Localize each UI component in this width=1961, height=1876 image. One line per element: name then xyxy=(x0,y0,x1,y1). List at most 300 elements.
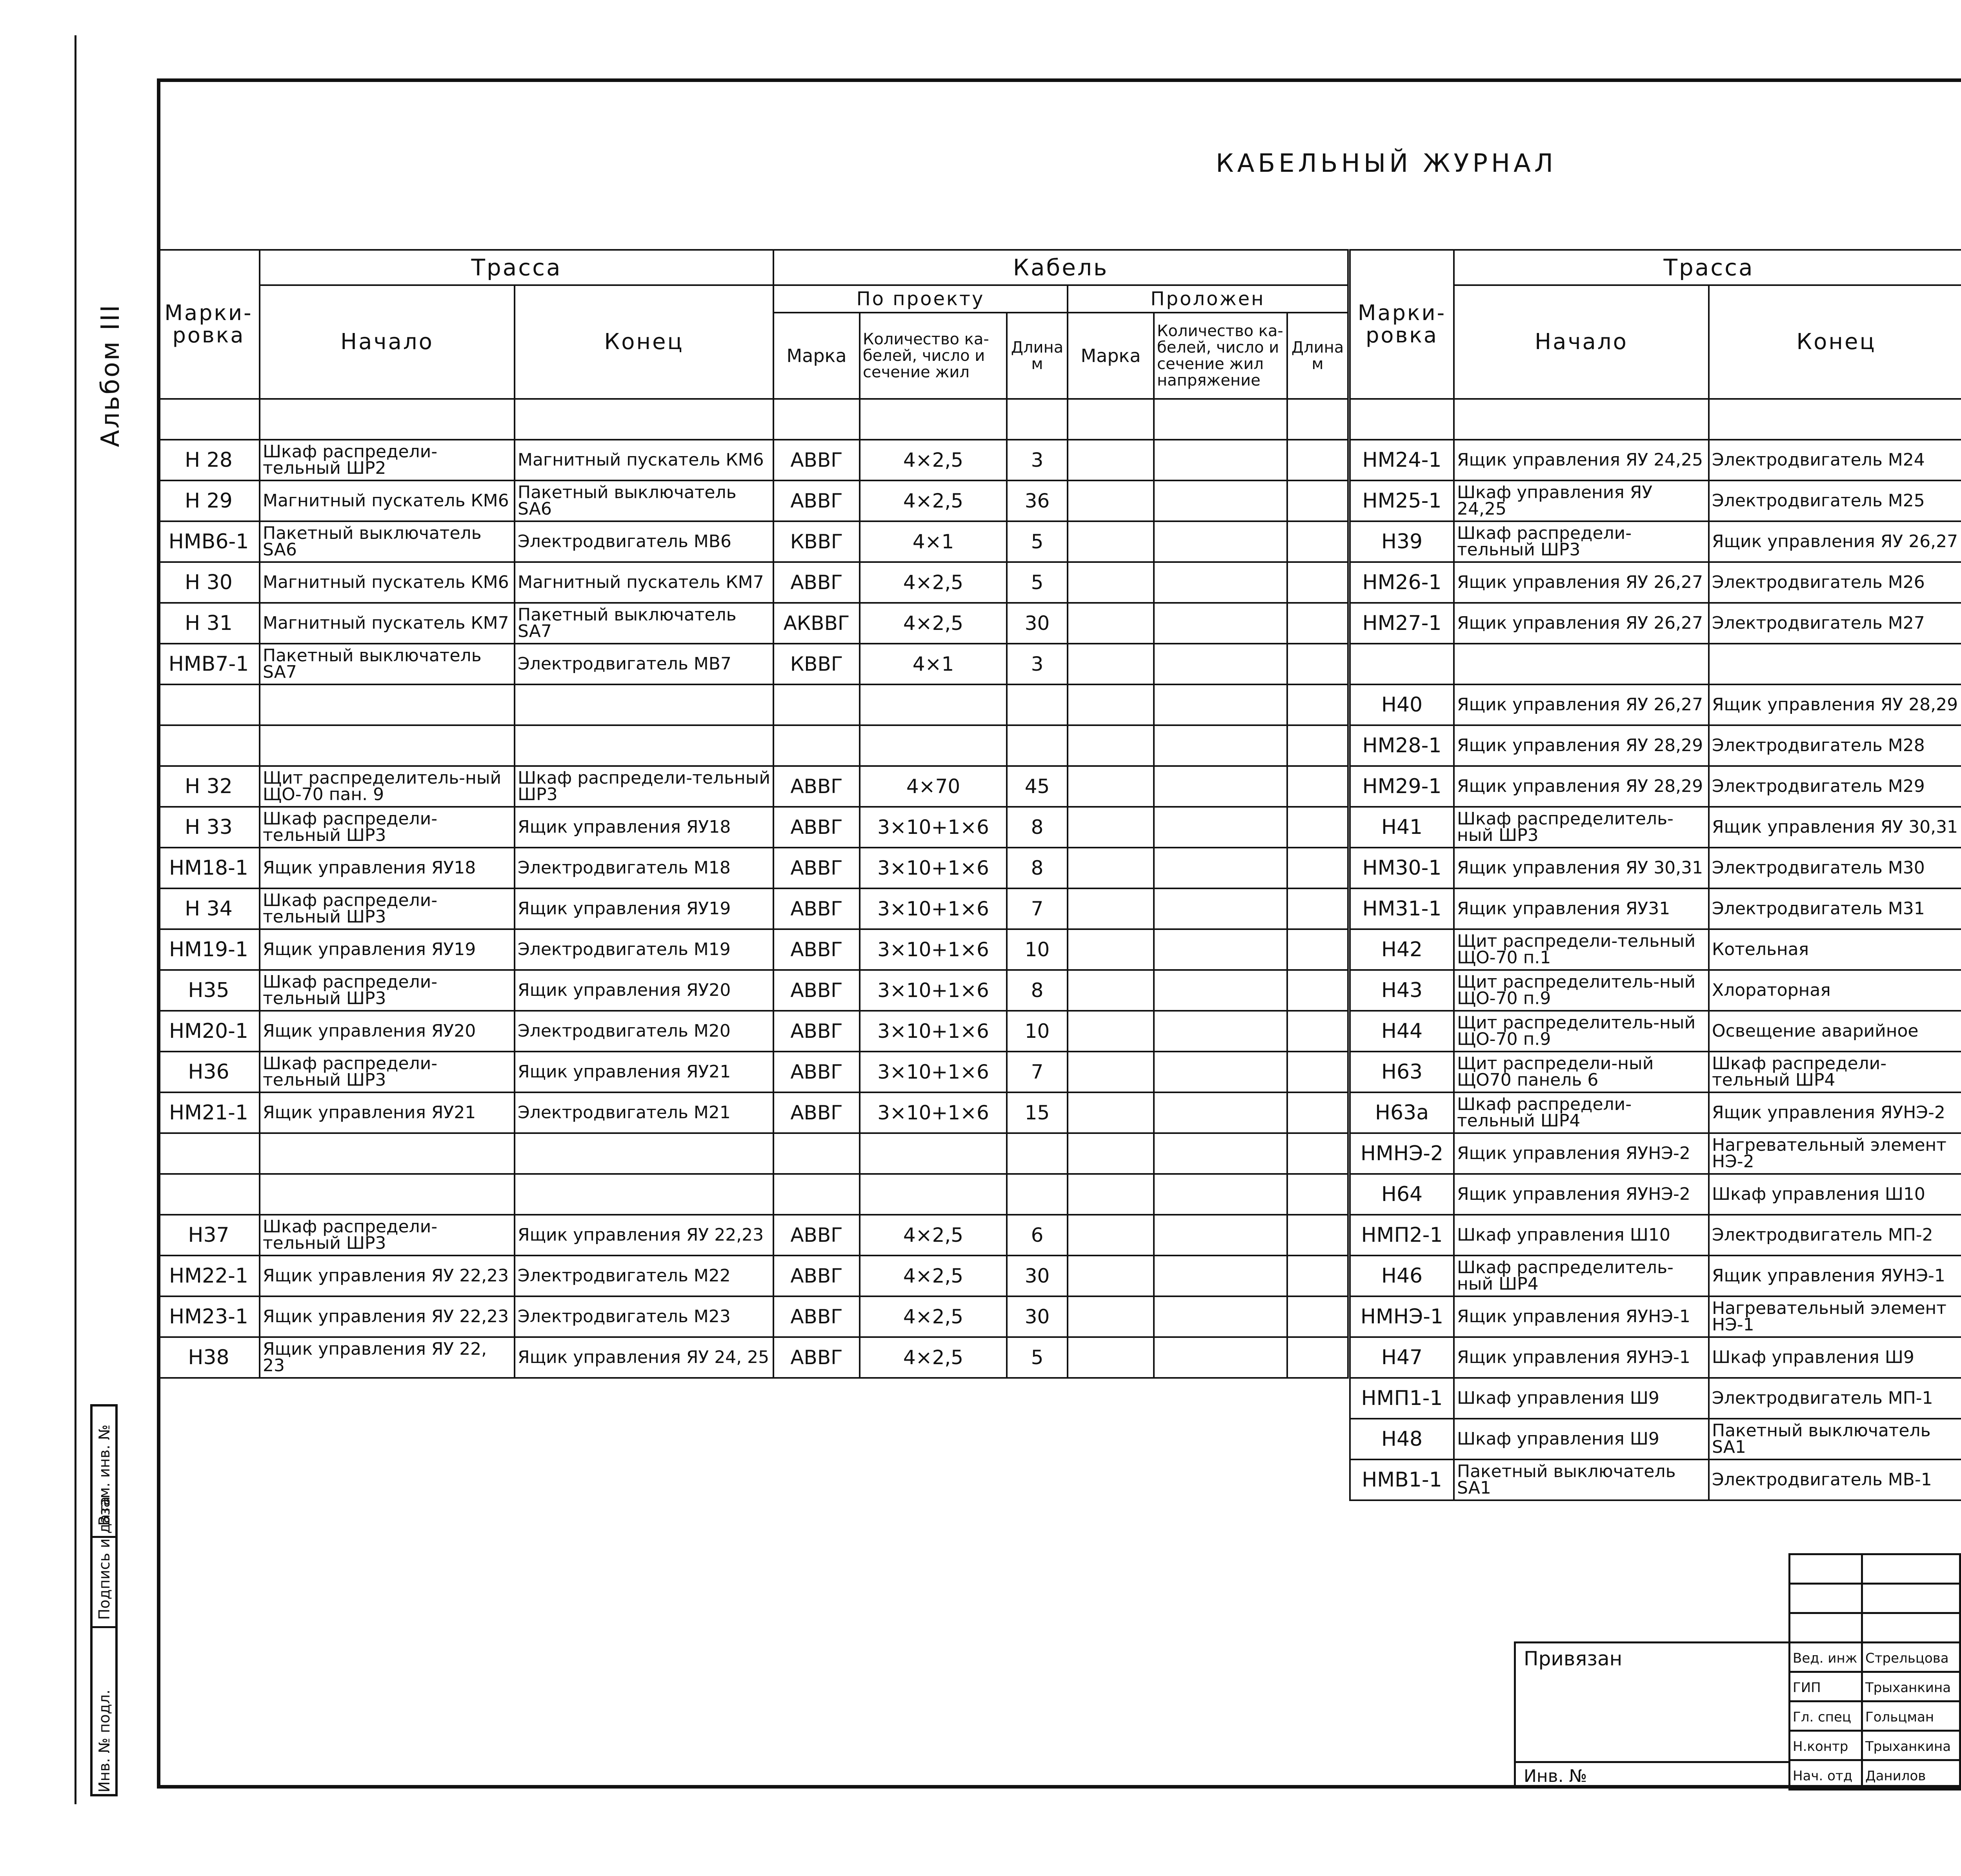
row-marking: Н46 xyxy=(1350,1256,1454,1296)
row-start: Ящик управления ЯУНЭ-1 xyxy=(1454,1337,1709,1378)
cable-journal-right xyxy=(1349,249,1961,1501)
row-quantity: 3×10+1×6 xyxy=(860,848,1007,888)
row-laid-length xyxy=(1287,970,1348,1011)
tb-grid xyxy=(1861,1553,1961,1585)
row-marking: НМ20-1 xyxy=(158,1011,260,1052)
row-quantity: 3×10+1×6 xyxy=(860,1092,1007,1133)
row-marking: Н36 xyxy=(158,1052,260,1092)
row-laid-brand xyxy=(1068,848,1154,888)
row-length xyxy=(1007,725,1068,766)
table-row xyxy=(1350,480,1961,521)
row-brand xyxy=(773,684,860,725)
row-brand: АВВГ xyxy=(773,1215,860,1256)
row-end xyxy=(515,1133,773,1174)
row-laid-quantity xyxy=(1154,1337,1287,1378)
row-laid-brand xyxy=(1068,1296,1154,1337)
tb-grid xyxy=(1959,1583,1961,1614)
row-length xyxy=(1007,1133,1068,1174)
row-laid-brand xyxy=(1068,1215,1154,1256)
row-laid-length xyxy=(1287,440,1348,480)
row-end: Освещение аварийное xyxy=(1709,1011,1961,1052)
row-end: Электродвигатель М22 xyxy=(515,1256,773,1296)
row-start xyxy=(260,684,515,725)
row-laid-brand xyxy=(1068,521,1154,562)
row-laid-brand xyxy=(1068,603,1154,644)
row-marking: НМ29-1 xyxy=(1350,766,1454,807)
tb-grid xyxy=(1788,1583,1863,1614)
row-laid-quantity xyxy=(1154,848,1287,888)
row-quantity xyxy=(860,684,1007,725)
row-start: Ящик управления ЯУНЭ-2 xyxy=(1454,1133,1709,1174)
row-length: 30 xyxy=(1007,603,1068,644)
row-quantity: 3×10+1×6 xyxy=(860,1011,1007,1052)
header-markirovka: Марки-ровка xyxy=(158,250,260,399)
row-marking xyxy=(158,399,260,440)
row-length: 5 xyxy=(1007,1337,1068,1378)
table-row xyxy=(158,1052,1348,1092)
row-laid-quantity xyxy=(1154,766,1287,807)
row-end: Ящик управления ЯУ 22,23 xyxy=(515,1215,773,1256)
row-start: Шкаф управления Ш9 xyxy=(1454,1378,1709,1419)
row-brand: АВВГ xyxy=(773,1296,860,1337)
row-brand: АВВГ xyxy=(773,888,860,929)
header-markirovka: Марки-ровка xyxy=(1350,250,1454,399)
row-laid-brand xyxy=(1068,929,1154,970)
row-start: Ящик управления ЯУ21 xyxy=(260,1092,515,1133)
row-laid-brand xyxy=(1068,644,1154,684)
row-start: Шкаф распределитель-ный ШР4 xyxy=(1454,1256,1709,1296)
row-quantity: 3×10+1×6 xyxy=(860,929,1007,970)
row-start: Шкаф управления Ш9 xyxy=(1454,1419,1709,1459)
row-brand: АКВВГ xyxy=(773,603,860,644)
row-laid-brand xyxy=(1068,1092,1154,1133)
row-marking: Н 31 xyxy=(158,603,260,644)
row-end: Магнитный пускатель КМ7 xyxy=(515,562,773,603)
row-laid-quantity xyxy=(1154,480,1287,521)
row-laid-length xyxy=(1287,888,1348,929)
row-length: 5 xyxy=(1007,521,1068,562)
table-row xyxy=(1350,766,1961,807)
row-marking: НМ19-1 xyxy=(158,929,260,970)
row-end: Ящик управления ЯУ 24, 25 xyxy=(515,1337,773,1378)
row-end: Ящик управления ЯУ21 xyxy=(515,1052,773,1092)
row-start: Ящик управления ЯУ 22,23 xyxy=(260,1256,515,1296)
tb-role: ГИП xyxy=(1788,1671,1863,1702)
row-marking: Н37 xyxy=(158,1215,260,1256)
row-end xyxy=(1709,399,1961,440)
row-end xyxy=(515,684,773,725)
header-nachalo: Начало xyxy=(1454,285,1709,399)
row-marking: Н48 xyxy=(1350,1419,1454,1459)
row-laid-length xyxy=(1287,562,1348,603)
row-laid-quantity xyxy=(1154,440,1287,480)
table-row xyxy=(1350,399,1961,440)
row-start: Пакетный выключатель SA7 xyxy=(260,644,515,684)
table-row xyxy=(1350,684,1961,725)
title-block xyxy=(1514,1553,1961,1789)
row-start: Ящик управления ЯУ 28,29 xyxy=(1454,725,1709,766)
page-title: КАБЕЛЬНЫЙ ЖУРНАЛ xyxy=(1216,149,1557,178)
row-laid-quantity xyxy=(1154,725,1287,766)
row-start: Ящик управления ЯУ 22,23 xyxy=(260,1296,515,1337)
row-brand: КВВГ xyxy=(773,644,860,684)
row-quantity: 3×10+1×6 xyxy=(860,970,1007,1011)
row-brand: АВВГ xyxy=(773,562,860,603)
table-row xyxy=(1350,848,1961,888)
row-marking: Н 32 xyxy=(158,766,260,807)
table-row xyxy=(158,562,1348,603)
header-prolozhen: Проложен xyxy=(1068,285,1348,313)
row-start xyxy=(1454,644,1709,684)
table-row xyxy=(1350,562,1961,603)
row-start: Ящик управления ЯУ31 xyxy=(1454,888,1709,929)
row-laid-length xyxy=(1287,1296,1348,1337)
row-laid-quantity xyxy=(1154,1011,1287,1052)
row-marking: Н 30 xyxy=(158,562,260,603)
row-laid-length xyxy=(1287,521,1348,562)
row-marking: НМНЭ-2 xyxy=(1350,1133,1454,1174)
row-brand: АВВГ xyxy=(773,848,860,888)
cable-journal-left xyxy=(157,249,1349,1379)
row-start: Шкаф распредели-тельный ШР3 xyxy=(260,1215,515,1256)
row-length: 15 xyxy=(1007,1092,1068,1133)
row-laid-length xyxy=(1287,1215,1348,1256)
tb-grid xyxy=(1788,1612,1863,1643)
row-marking: НМВ6-1 xyxy=(158,521,260,562)
row-marking xyxy=(1350,644,1454,684)
row-end: Шкаф распредели-тельный ШР3 xyxy=(515,766,773,807)
row-quantity xyxy=(860,1133,1007,1174)
row-end: Электродвигатель М23 xyxy=(515,1296,773,1337)
table-row xyxy=(158,521,1348,562)
row-quantity: 4×2,5 xyxy=(860,1296,1007,1337)
tb-signature xyxy=(1959,1641,1961,1673)
table-row xyxy=(1350,888,1961,929)
row-length: 36 xyxy=(1007,480,1068,521)
row-laid-brand xyxy=(1068,440,1154,480)
row-length: 3 xyxy=(1007,644,1068,684)
stamp-divider xyxy=(93,1626,115,1628)
row-laid-length xyxy=(1287,725,1348,766)
row-start: Шкаф распредели-тельный ШР4 xyxy=(1454,1092,1709,1133)
table-row xyxy=(158,480,1348,521)
row-end: Электродвигатель М26 xyxy=(1709,562,1961,603)
tb-role: Гл. спец xyxy=(1788,1700,1863,1732)
album-label: Альбом III xyxy=(96,303,125,447)
row-marking: НМП2-1 xyxy=(1350,1215,1454,1256)
row-quantity: 4×2,5 xyxy=(860,603,1007,644)
tb-signature xyxy=(1959,1671,1961,1702)
row-start: Щит распредели-ный ЩО70 панель 6 xyxy=(1454,1052,1709,1092)
row-laid-quantity xyxy=(1154,888,1287,929)
tb-grid xyxy=(1788,1553,1863,1585)
row-start: Ящик управления ЯУ 26,27 xyxy=(1454,684,1709,725)
row-end: Ящик управления ЯУНЭ-2 xyxy=(1709,1092,1961,1133)
row-end: Электродвигатель М25 xyxy=(1709,480,1961,521)
row-marking xyxy=(1350,399,1454,440)
row-start: Шкаф управления Ш10 xyxy=(1454,1215,1709,1256)
row-brand xyxy=(773,399,860,440)
row-laid-brand xyxy=(1068,399,1154,440)
row-end: Электродвигатель М20 xyxy=(515,1011,773,1052)
row-brand: АВВГ xyxy=(773,766,860,807)
row-laid-quantity xyxy=(1154,1052,1287,1092)
row-quantity: 4×70 xyxy=(860,766,1007,807)
table-row xyxy=(1350,929,1961,970)
row-length: 8 xyxy=(1007,807,1068,848)
table-row xyxy=(1350,1092,1961,1133)
row-end: Магнитный пускатель КМ6 xyxy=(515,440,773,480)
table-row xyxy=(158,848,1348,888)
row-start xyxy=(260,725,515,766)
row-length xyxy=(1007,1174,1068,1215)
row-length: 30 xyxy=(1007,1296,1068,1337)
row-marking: НМ26-1 xyxy=(1350,562,1454,603)
row-quantity: 4×2,5 xyxy=(860,1215,1007,1256)
row-brand: АВВГ xyxy=(773,480,860,521)
row-laid-brand xyxy=(1068,1256,1154,1296)
row-start: Шкаф управления ЯУ 24,25 xyxy=(1454,480,1709,521)
row-quantity: 4×2,5 xyxy=(860,1337,1007,1378)
row-brand: АВВГ xyxy=(773,1256,860,1296)
row-length: 8 xyxy=(1007,970,1068,1011)
row-quantity xyxy=(860,1174,1007,1215)
row-end: Пакетный выключатель SA7 xyxy=(515,603,773,644)
tb-signature xyxy=(1959,1759,1961,1790)
row-length: 8 xyxy=(1007,848,1068,888)
row-laid-length xyxy=(1287,644,1348,684)
row-end: Электродвигатель МВ6 xyxy=(515,521,773,562)
row-end xyxy=(1709,644,1961,684)
row-end: Нагревательный элемент НЭ-2 xyxy=(1709,1133,1961,1174)
row-marking: Н 33 xyxy=(158,807,260,848)
row-start: Ящик управления ЯУНЭ-1 xyxy=(1454,1296,1709,1337)
row-marking: НМ30-1 xyxy=(1350,848,1454,888)
row-marking: Н47 xyxy=(1350,1337,1454,1378)
row-end: Ящик управления ЯУНЭ-1 xyxy=(1709,1256,1961,1296)
row-quantity: 3×10+1×6 xyxy=(860,888,1007,929)
table-row xyxy=(158,1215,1348,1256)
row-marking: НМ27-1 xyxy=(1350,603,1454,644)
row-marking: НМ24-1 xyxy=(1350,440,1454,480)
row-brand: АВВГ xyxy=(773,1011,860,1052)
row-marking: НМП1-1 xyxy=(1350,1378,1454,1419)
table-row xyxy=(158,807,1348,848)
table-row xyxy=(1350,1011,1961,1052)
row-marking: НМ25-1 xyxy=(1350,480,1454,521)
row-marking: Н63а xyxy=(1350,1092,1454,1133)
row-end: Электродвигатель МП-2 xyxy=(1709,1215,1961,1256)
table-row xyxy=(158,399,1348,440)
table-row xyxy=(1350,440,1961,480)
row-end: Шкаф распредели-тельный ШР4 xyxy=(1709,1052,1961,1092)
row-length: 5 xyxy=(1007,562,1068,603)
inv-label: Инв. № xyxy=(1524,1766,1587,1786)
row-start: Шкаф распредели-тельный ШР3 xyxy=(1454,521,1709,562)
row-marking xyxy=(158,725,260,766)
row-laid-quantity xyxy=(1154,1133,1287,1174)
row-start: Ящик управления ЯУ 24,25 xyxy=(1454,440,1709,480)
table-row xyxy=(158,644,1348,684)
row-quantity: 4×2,5 xyxy=(860,480,1007,521)
row-start: Магнитный пускатель КМ6 xyxy=(260,562,515,603)
row-end: Электродвигатель М18 xyxy=(515,848,773,888)
row-end: Нагревательный элемент НЭ-1 xyxy=(1709,1296,1961,1337)
header-marka-laid: Марка xyxy=(1068,313,1154,399)
row-laid-quantity xyxy=(1154,562,1287,603)
row-start: Шкаф распредели-тельный ШР2 xyxy=(260,440,515,480)
row-start: Шкаф распредели-тельный ШР3 xyxy=(260,970,515,1011)
table-row xyxy=(158,603,1348,644)
row-marking: Н41 xyxy=(1350,807,1454,848)
row-laid-quantity xyxy=(1154,1174,1287,1215)
row-end: Электродвигатель МП-1 xyxy=(1709,1378,1961,1419)
row-marking: Н 28 xyxy=(158,440,260,480)
tb-signature xyxy=(1959,1730,1961,1761)
row-marking: НМ23-1 xyxy=(158,1296,260,1337)
row-quantity: 3×10+1×6 xyxy=(860,807,1007,848)
row-marking: Н44 xyxy=(1350,1011,1454,1052)
header-kolichestvo: Количество ка-белей, число и сечение жил xyxy=(860,313,1007,399)
table-row xyxy=(1350,1337,1961,1378)
row-start: Ящик управления ЯУ20 xyxy=(260,1011,515,1052)
row-brand xyxy=(773,1174,860,1215)
row-start: Ящик управления ЯУ 28,29 xyxy=(1454,766,1709,807)
tb-name: Стрельцова xyxy=(1861,1641,1961,1673)
row-start: Щит распределитель-ный ЩО-70 пан. 9 xyxy=(260,766,515,807)
stamp-sign-label: Подпись и дата xyxy=(96,1496,113,1620)
row-start: Шкаф распредели-тельный ШР3 xyxy=(260,888,515,929)
row-end: Электродвигатель М19 xyxy=(515,929,773,970)
row-laid-brand xyxy=(1068,1052,1154,1092)
row-brand xyxy=(773,725,860,766)
row-length xyxy=(1007,684,1068,725)
stamp-inv-label: Инв. № подл. xyxy=(96,1689,113,1792)
row-marking: НМ28-1 xyxy=(1350,725,1454,766)
header-po-proektu: По проекту xyxy=(773,285,1068,313)
row-start: Магнитный пускатель КМ7 xyxy=(260,603,515,644)
row-laid-quantity xyxy=(1154,399,1287,440)
row-marking: НМНЭ-1 xyxy=(1350,1296,1454,1337)
row-laid-quantity xyxy=(1154,521,1287,562)
row-start: Ящик управления ЯУ 26,27 xyxy=(1454,562,1709,603)
row-marking xyxy=(158,1174,260,1215)
row-laid-length xyxy=(1287,1052,1348,1092)
tb-name: Данилов xyxy=(1861,1759,1961,1790)
row-laid-brand xyxy=(1068,1337,1154,1378)
row-end: Шкаф управления Ш10 xyxy=(1709,1174,1961,1215)
row-end: Электродвигатель М28 xyxy=(1709,725,1961,766)
row-laid-length xyxy=(1287,1174,1348,1215)
table-row xyxy=(1350,970,1961,1011)
row-quantity: 4×2,5 xyxy=(860,1256,1007,1296)
row-laid-quantity xyxy=(1154,1215,1287,1256)
row-start: Магнитный пускатель КМ6 xyxy=(260,480,515,521)
row-brand: АВВГ xyxy=(773,1052,860,1092)
row-end: Ящик управления ЯУ 26,27 xyxy=(1709,521,1961,562)
row-marking: НМ31-1 xyxy=(1350,888,1454,929)
row-start: Пакетный выключатель SA6 xyxy=(260,521,515,562)
row-start: Ящик управления ЯУНЭ-2 xyxy=(1454,1174,1709,1215)
row-marking: Н42 xyxy=(1350,929,1454,970)
table-row xyxy=(158,929,1348,970)
row-brand: КВВГ xyxy=(773,521,860,562)
table-row xyxy=(1350,1296,1961,1337)
row-laid-brand xyxy=(1068,562,1154,603)
table-row xyxy=(158,1174,1348,1215)
row-quantity: 4×1 xyxy=(860,521,1007,562)
table-row xyxy=(1350,644,1961,684)
row-end xyxy=(515,1174,773,1215)
row-marking: НМ22-1 xyxy=(158,1256,260,1296)
table-row xyxy=(1350,1174,1961,1215)
row-start: Шкаф распределитель-ный ШР3 xyxy=(1454,807,1709,848)
row-laid-brand xyxy=(1068,970,1154,1011)
tb-name: Трыханкина xyxy=(1861,1671,1961,1702)
row-laid-length xyxy=(1287,399,1348,440)
tb-grid xyxy=(1861,1612,1961,1643)
row-marking: НМ18-1 xyxy=(158,848,260,888)
header-konec: Конец xyxy=(515,285,773,399)
row-brand: АВВГ xyxy=(773,1337,860,1378)
table-row xyxy=(1350,521,1961,562)
row-end: Пакетный выключатель SA6 xyxy=(515,480,773,521)
row-quantity xyxy=(860,399,1007,440)
row-laid-quantity xyxy=(1154,807,1287,848)
row-marking: Н38 xyxy=(158,1337,260,1378)
tb-grid xyxy=(1959,1612,1961,1643)
row-brand: АВВГ xyxy=(773,440,860,480)
row-start: Ящик управления ЯУ 26,27 xyxy=(1454,603,1709,644)
row-laid-quantity xyxy=(1154,603,1287,644)
header-dlina-laid: Длина м xyxy=(1287,313,1348,399)
row-laid-quantity xyxy=(1154,1296,1287,1337)
table-row xyxy=(158,766,1348,807)
row-laid-quantity xyxy=(1154,970,1287,1011)
row-end: Пакетный выключатель SA1 xyxy=(1709,1419,1961,1459)
row-laid-brand xyxy=(1068,888,1154,929)
row-laid-length xyxy=(1287,766,1348,807)
table-row xyxy=(158,888,1348,929)
privyazan-label: Привязан xyxy=(1524,1647,1623,1670)
row-start xyxy=(260,1174,515,1215)
tb-inv xyxy=(1514,1761,1790,1789)
table-row xyxy=(158,1011,1348,1052)
table-row xyxy=(158,970,1348,1011)
stamp-replace-label: Взам. инв. № xyxy=(96,1424,113,1526)
table-row xyxy=(158,1256,1348,1296)
row-brand: АВВГ xyxy=(773,1092,860,1133)
table-row xyxy=(158,1133,1348,1174)
header-trassa: Трасса xyxy=(260,250,773,285)
row-end: Электродвигатель М24 xyxy=(1709,440,1961,480)
table-row xyxy=(158,1337,1348,1378)
row-laid-length xyxy=(1287,1337,1348,1378)
header-konec: Конец xyxy=(1709,285,1961,399)
row-brand: АВВГ xyxy=(773,970,860,1011)
row-laid-brand xyxy=(1068,480,1154,521)
row-laid-brand xyxy=(1068,807,1154,848)
row-laid-quantity xyxy=(1154,1092,1287,1133)
table-row xyxy=(1350,1133,1961,1174)
row-laid-quantity xyxy=(1154,929,1287,970)
tb-role: Нач. отд xyxy=(1788,1759,1863,1790)
row-start: Шкаф распредели-тельный ШР3 xyxy=(260,807,515,848)
table-row xyxy=(1350,1256,1961,1296)
row-marking xyxy=(158,1133,260,1174)
row-marking: Н43 xyxy=(1350,970,1454,1011)
row-end: Ящик управления ЯУ20 xyxy=(515,970,773,1011)
